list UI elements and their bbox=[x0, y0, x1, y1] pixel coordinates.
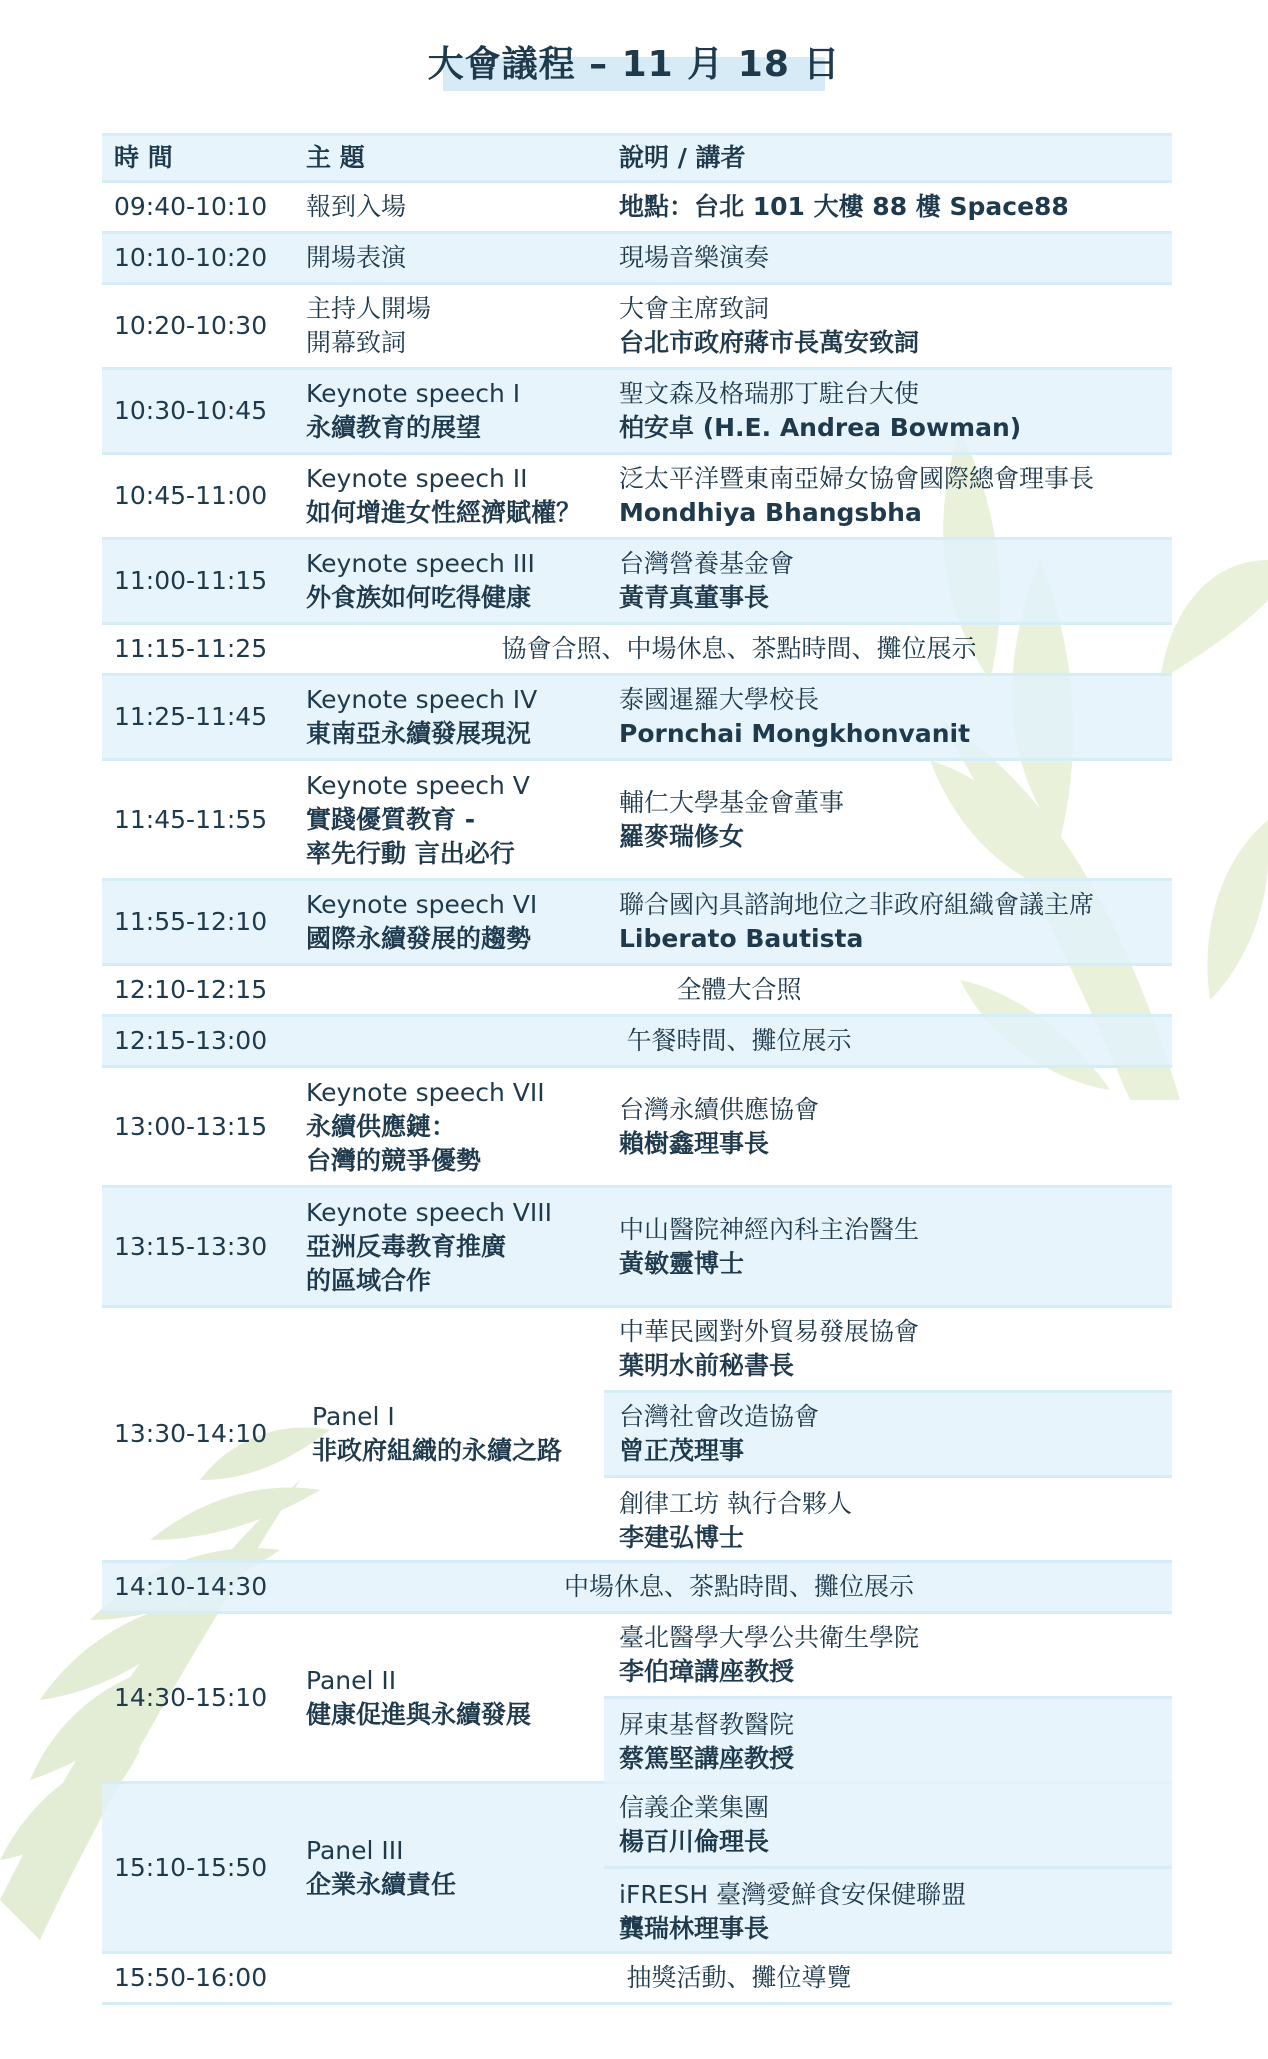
speaker-line: 信義企業集團 bbox=[619, 1793, 770, 1822]
row-time: 11:15-11:25 bbox=[114, 634, 268, 663]
speaker-line: Pornchai Mongkhonvanit bbox=[619, 719, 971, 748]
row-time: 10:45-11:00 bbox=[114, 481, 268, 510]
topic-line: 台灣的競爭優勢 bbox=[306, 1145, 482, 1175]
table-header bbox=[102, 133, 1172, 183]
speaker-line: 黃青真董事長 bbox=[619, 583, 770, 612]
break-note: 全體大合照 bbox=[676, 975, 802, 1004]
table-row bbox=[102, 1068, 1172, 1188]
header-topic: 主 題 bbox=[306, 143, 365, 172]
row-time: 11:55-12:10 bbox=[114, 907, 268, 936]
speaker-line: 曾正茂理事 bbox=[619, 1436, 745, 1465]
row-time: 10:10-10:20 bbox=[114, 243, 268, 272]
row-time: 10:30-10:45 bbox=[114, 396, 268, 425]
topic-line: 企業永續責任 bbox=[306, 1869, 457, 1899]
table-row bbox=[102, 1188, 1172, 1308]
table-row bbox=[102, 1954, 1172, 2005]
topic-line: Keynote speech VII bbox=[306, 1077, 545, 1107]
speaker-line: 大會主席致詞 bbox=[619, 294, 770, 323]
speaker-line: 李建弘博士 bbox=[619, 1522, 745, 1552]
topic-line: Keynote speech III bbox=[306, 549, 535, 578]
row-time: 14:30-15:10 bbox=[114, 1682, 268, 1712]
row-time: 12:15-13:00 bbox=[114, 1026, 268, 1055]
topic-line: 開場表演 bbox=[306, 243, 407, 272]
topic-line: 報到入場 bbox=[306, 192, 407, 221]
table-row bbox=[102, 1017, 1172, 1068]
row-time: 11:45-11:55 bbox=[114, 804, 268, 834]
topic-line: 健康促進與永續發展 bbox=[306, 1699, 532, 1729]
row-time: 14:10-14:30 bbox=[114, 1572, 268, 1601]
table-row bbox=[102, 966, 1172, 1017]
table-row bbox=[102, 1563, 1172, 1614]
row-time: 13:30-14:10 bbox=[114, 1419, 268, 1448]
speaker-line: 葉明水前秘書長 bbox=[619, 1351, 795, 1380]
topic-line: 國際永續發展的趨勢 bbox=[306, 924, 532, 953]
table-row bbox=[102, 1308, 1172, 1563]
table-row bbox=[102, 183, 1172, 234]
table-row bbox=[102, 370, 1172, 455]
topic-line: 如何增進女性經濟賦權？ bbox=[306, 498, 582, 527]
header-speaker: 說明 / 講者 bbox=[619, 143, 746, 172]
speaker-line: 輔仁大學基金會董事 bbox=[619, 787, 845, 817]
topic-line: 外食族如何吃得健康 bbox=[306, 583, 532, 612]
topic-line: Keynote speech II bbox=[306, 464, 528, 493]
speaker-line: 柏安卓 (H.E. Andrea Bowman) bbox=[619, 413, 1022, 442]
speaker-line: 蔡篤堅講座教授 bbox=[619, 1743, 795, 1773]
row-time: 11:25-11:45 bbox=[114, 702, 268, 731]
speaker-line: 中華民國對外貿易發展協會 bbox=[619, 1317, 920, 1346]
row-time: 11:00-11:15 bbox=[114, 566, 268, 595]
topic-line: Panel III bbox=[306, 1835, 404, 1865]
speaker-line: 台灣社會改造協會 bbox=[619, 1402, 820, 1431]
topic-line: 永續供應鏈： bbox=[306, 1111, 457, 1141]
topic-line: 亞洲反毒教育推廣 bbox=[306, 1231, 507, 1261]
row-time: 13:00-13:15 bbox=[114, 1111, 268, 1141]
speaker-line: 屏東基督教醫院 bbox=[619, 1709, 795, 1739]
table-row bbox=[102, 1614, 1172, 1784]
speaker-line: 臺北醫學大學公共衛生學院 bbox=[619, 1623, 920, 1652]
table-row bbox=[102, 676, 1172, 761]
row-time: 12:10-12:15 bbox=[114, 975, 268, 1004]
topic-line: 主持人開場 bbox=[306, 294, 432, 323]
topic-line: 開幕致詞 bbox=[306, 328, 407, 357]
topic-line: 的區域合作 bbox=[306, 1265, 432, 1295]
table-row bbox=[102, 540, 1172, 625]
speaker-line: Liberato Bautista bbox=[619, 924, 864, 953]
row-time: 09:40-10:10 bbox=[114, 192, 268, 221]
speaker-line: 泛太平洋暨東南亞婦女協會國際總會理事長 bbox=[619, 464, 1095, 493]
topic-line: Panel II bbox=[306, 1665, 397, 1695]
break-note: 協會合照、中場休息、茶點時間、攤位展示 bbox=[501, 634, 977, 663]
table-row bbox=[102, 761, 1172, 881]
row-time: 15:50-16:00 bbox=[114, 1963, 268, 1992]
topic-line: 率先行動 言出必行 bbox=[306, 838, 515, 868]
speaker-line: 李伯璋講座教授 bbox=[619, 1657, 795, 1686]
speaker-line: Mondhiya Bhangsbha bbox=[619, 498, 922, 527]
topic-line: Panel I bbox=[312, 1402, 395, 1431]
topic-line: Keynote speech I bbox=[306, 379, 521, 408]
speaker-line: 創律工坊 執行合夥人 bbox=[619, 1488, 852, 1518]
table-row bbox=[102, 1784, 1172, 1954]
topic-line: 非政府組織的永續之路 bbox=[312, 1436, 563, 1465]
topic-line: 永續教育的展望 bbox=[306, 413, 482, 442]
topic-line: Keynote speech VI bbox=[306, 890, 538, 919]
speaker-line: 泰國暹羅大學校長 bbox=[619, 685, 820, 714]
speaker-line: 地點：台北 101 大樓 88 樓 Space88 bbox=[619, 192, 1069, 221]
row-time: 13:15-13:30 bbox=[114, 1231, 268, 1261]
speaker-line: iFRESH 臺灣愛鮮食安保健聯盟 bbox=[619, 1879, 967, 1909]
topic-line: Keynote speech V bbox=[306, 770, 530, 800]
table-row bbox=[102, 285, 1172, 370]
row-time: 10:20-10:30 bbox=[114, 311, 268, 340]
speaker-line: 聖文森及格瑞那丁駐台大使 bbox=[619, 379, 920, 408]
topic-line: Keynote speech IV bbox=[306, 685, 538, 714]
page-title: 大會議程 – 11 月 18 日 bbox=[427, 44, 841, 85]
header-time: 時 間 bbox=[114, 143, 173, 172]
break-note: 抽獎活動、攤位導覽 bbox=[626, 1963, 852, 1992]
topic-line: Keynote speech VIII bbox=[306, 1197, 553, 1227]
speaker-line: 台灣營養基金會 bbox=[619, 549, 795, 578]
table-row bbox=[102, 455, 1172, 540]
table-row bbox=[102, 625, 1172, 676]
speaker-line: 羅麥瑞修女 bbox=[619, 821, 745, 851]
topic-line: 實踐優質教育 - bbox=[306, 804, 476, 834]
speaker-line: 黃敏靈博士 bbox=[619, 1248, 745, 1278]
break-note: 中場休息、茶點時間、攤位展示 bbox=[563, 1572, 914, 1601]
speaker-line: 賴樹鑫理事長 bbox=[619, 1128, 770, 1158]
table-row bbox=[102, 234, 1172, 285]
agenda-table bbox=[102, 133, 1172, 2005]
row-time: 15:10-15:50 bbox=[114, 1852, 268, 1882]
speaker-line: 聯合國內具諮詢地位之非政府組織會議主席 bbox=[619, 890, 1095, 919]
speaker-line: 台灣永續供應協會 bbox=[619, 1094, 820, 1124]
title-container bbox=[0, 36, 1268, 87]
speaker-line: 現場音樂演奏 bbox=[619, 243, 770, 272]
table-row bbox=[102, 881, 1172, 966]
speaker-line: 楊百川倫理長 bbox=[619, 1827, 770, 1856]
speaker-line: 台北市政府蔣市長萬安致詞 bbox=[619, 328, 920, 357]
speaker-line: 中山醫院神經內科主治醫生 bbox=[619, 1214, 920, 1244]
topic-line: 東南亞永續發展現況 bbox=[306, 719, 532, 748]
speaker-line: 龔瑞林理事長 bbox=[619, 1913, 770, 1943]
break-note: 午餐時間、攤位展示 bbox=[626, 1026, 852, 1055]
